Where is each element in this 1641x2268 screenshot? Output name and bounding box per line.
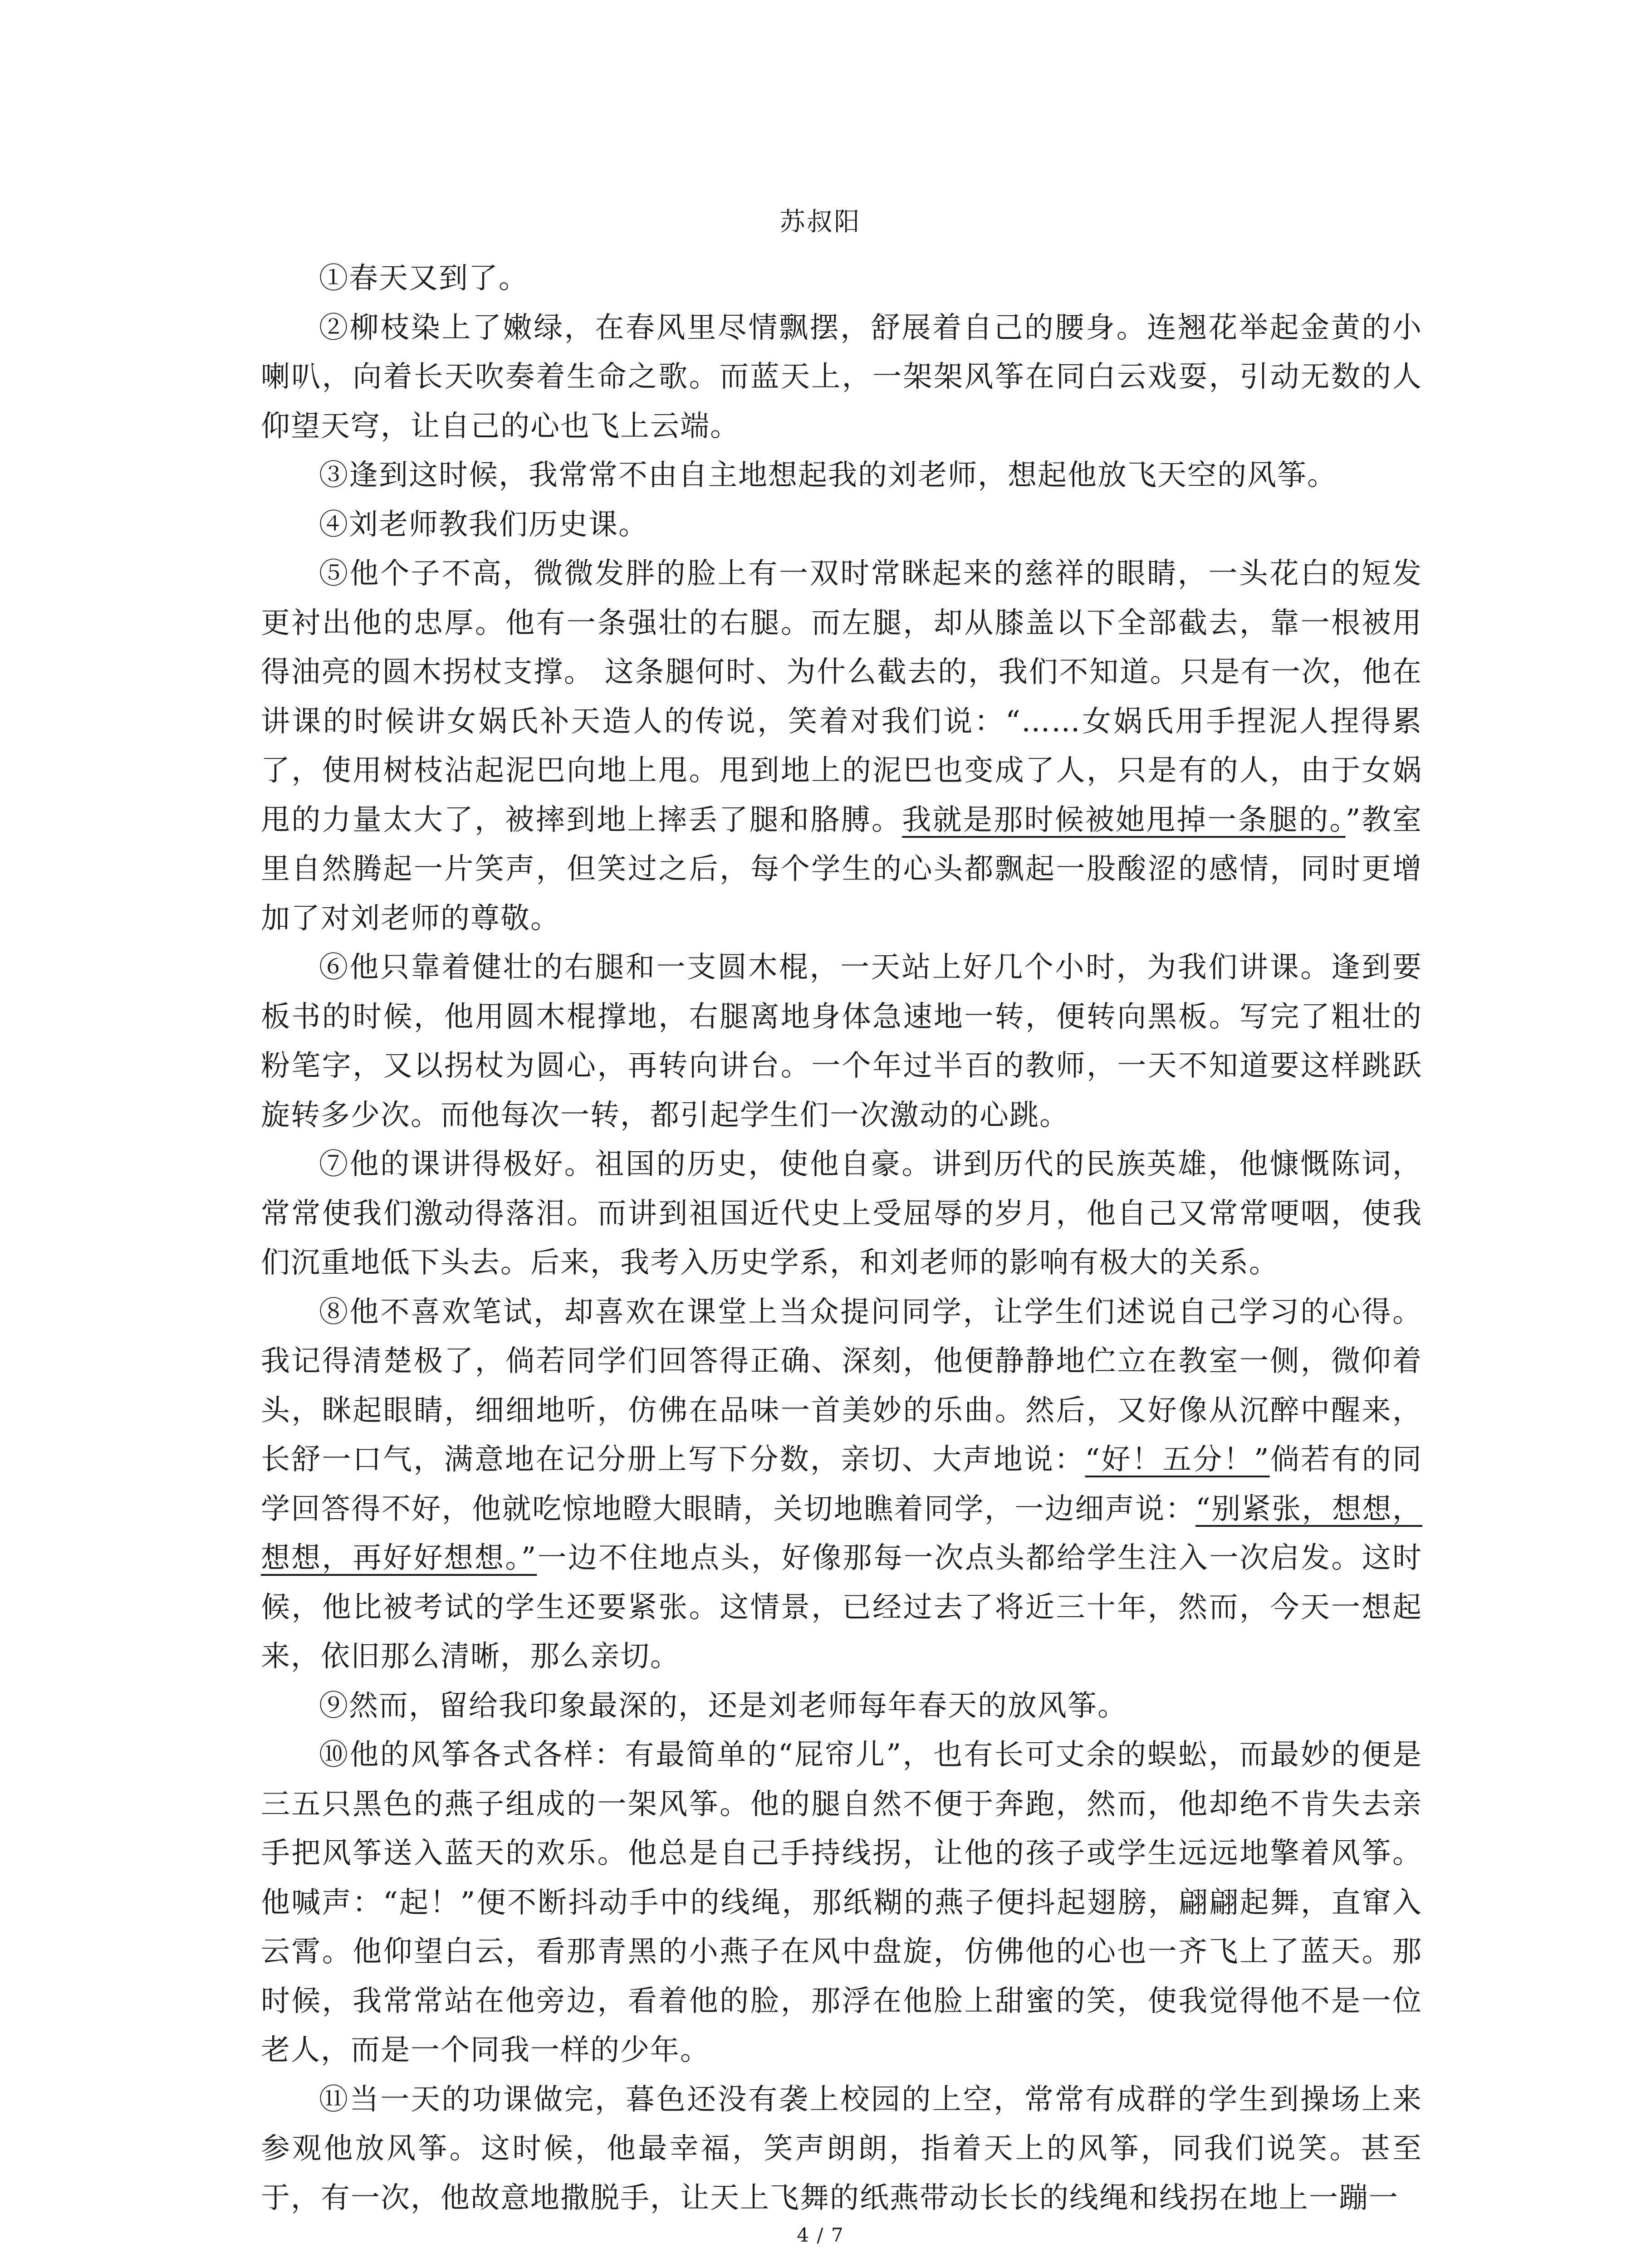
- paragraph-8-text-end: 一边不住地点头，好像那每一次点头都给学生注入一次启发。这时候，他比被考试的学生还要紧张。这情景，已经过去了将近三十年，然而，今天一想起来，依旧那么清晰，那么亲切。: [261, 1541, 1422, 1673]
- paragraph-5-text-start: ⑤他个子不高，微微发胖的脸上有一双时常眯起来的慈祥的眼睛，一头花白的短发更衬出他的忠厚。他有一条强壮的右腿。而左腿，却从膝盖以下全部截去，靠一根被用得油亮的圆木拐杖支撑。 这条腿何时、为什么截去的，我们不知道。只是有一次，他在讲课的时候讲女娲氏补天造人的传说，笑着对我们说：“……女娲氏用手捏泥人捏得累了，使用树枝沾起泥巴向地上甩。甩到地上的泥巴也变成了人，只是有的人，由于女娲甩的力量太大了，被摔到地上摔丢了腿和胳膊。: [261, 557, 1422, 837]
- paragraph-6: ⑥他只靠着健壮的右腿和一支圆木棍，一天站上好几个小时，为我们讲课。逢到要板书的时候，他用圆木棍撑地，右腿离地身体急速地一转，便转向黑板。写完了粗壮的粉笔字，又以拐杖为圆心，再转向讲台。一个年过半百的教师，一天不知道要这样跳跃旋转多少次。而他每次一转，都引起学生们一次激动的心跳。: [261, 951, 1422, 1132]
- paragraph-7: ⑦他的课讲得极好。祖国的历史，使他自豪。讲到历代的民族英雄，他慷慨陈词，常常使我们激动得落泪。而讲到祖国近代史上受屈辱的岁月，他自己又常常哽咽，使我们沉重地低下头去。后来，我考入历史学系，和刘老师的影响有极大的关系。: [261, 1148, 1422, 1280]
- paragraph-9: ⑨然而，留给我印象最深的，还是刘老师每年春天的放风筝。: [319, 1689, 1127, 1723]
- paragraph-11: ⑪当一天的功课做完，暮色还没有袭上校园的上空，常常有成群的学生到操场上来参观他放风筝。这时候，他最幸福，笑声朗朗，指着天上的风筝，同我们说笑。甚至于，有一次，他故意地撒脱手，让天上飞舞的纸燕带动长长的线绳和线拐在地上一蹦一: [261, 2082, 1422, 2215]
- underlined-quote-encourage: “别紧张，想想，想想，再好好想想。”: [261, 1492, 1423, 1575]
- paragraph-5-text-end: ”教室里自然腾起一片笑声，但笑过之后，每个学生的心头都飘起一股酸涩的感情，同时更增加了对刘老师的尊敬。: [261, 803, 1422, 935]
- paragraph-8-text-start: ⑧他不喜欢笔试，却喜欢在课堂上当众提问同学，让学生们述说自己学习的心得。我记得清楚极了，倘若同学们回答得正确、深刻，他便静静地伫立在教室一侧，微仰着头，眯起眼睛，细细地听，仿佛在品味一首美妙的乐曲。然后，又好像从沉醉中醒来，长舒一口气，满意地在记分册上写下分数，亲切、大声地说：: [261, 1295, 1422, 1476]
- article-body: [261, 254, 1422, 2223]
- paragraph-3: ③逢到这时候，我常常不由自主地想起我的刘老师，想起他放飞天空的风筝。: [319, 459, 1337, 492]
- paragraph-10: ⑩他的风筝各式各样：有最简单的“屁帘儿”，也有长可丈余的蜈蚣，而最妙的便是三五只黑色的燕子组成的一架风筝。他的腿自然不便于奔跑，然而，他却绝不肯失去亲手把风筝送入蓝天的欢乐。他总是自己手持线拐，让他的孩子或学生远远地擎着风筝。他喊声：“起！”便不断抖动手中的线绳，那纸糊的燕子便抖起翅膀，翩翩起舞，直窜入云霄。他仰望白云，看那青黑的小燕子在风中盘旋，仿佛他的心也一齐飞上了蓝天。那时候，我常常站在他旁边，看着他的脸，那浮在他脸上甜蜜的笑，使我觉得他不是一位老人，而是一个同我一样的少年。: [261, 1738, 1422, 2067]
- underlined-sentence: 我就是那时候被她甩掉一条腿的。: [902, 803, 1346, 837]
- paragraph-8-text-middle: 倘若有的同学回答得不好，他就吃惊地瞪大眼睛，关切地瞧着同学，一边细声说：: [261, 1443, 1423, 1526]
- page-number: 4 / 7: [797, 2224, 844, 2246]
- underlined-quote-praise: “好！五分！”: [1085, 1443, 1270, 1476]
- paragraph-5: [261, 549, 1422, 943]
- paragraph-8: [261, 1288, 1422, 1681]
- paragraph-1: ①春天又到了。: [319, 262, 529, 295]
- paragraph-4: ④刘老师教我们历史课。: [319, 508, 648, 542]
- author-name: 苏叔阳: [779, 207, 862, 237]
- paragraph-2: ②柳枝染上了嫩绿，在春风里尽情飘摆，舒展着自己的腰身。连翘花举起金黄的小喇叭，向着长天吹奏着生命之歌。而蓝天上，一架架风筝在同白云戏耍，引动无数的人仰望天穹，让自己的心也飞上云端。: [261, 311, 1422, 443]
